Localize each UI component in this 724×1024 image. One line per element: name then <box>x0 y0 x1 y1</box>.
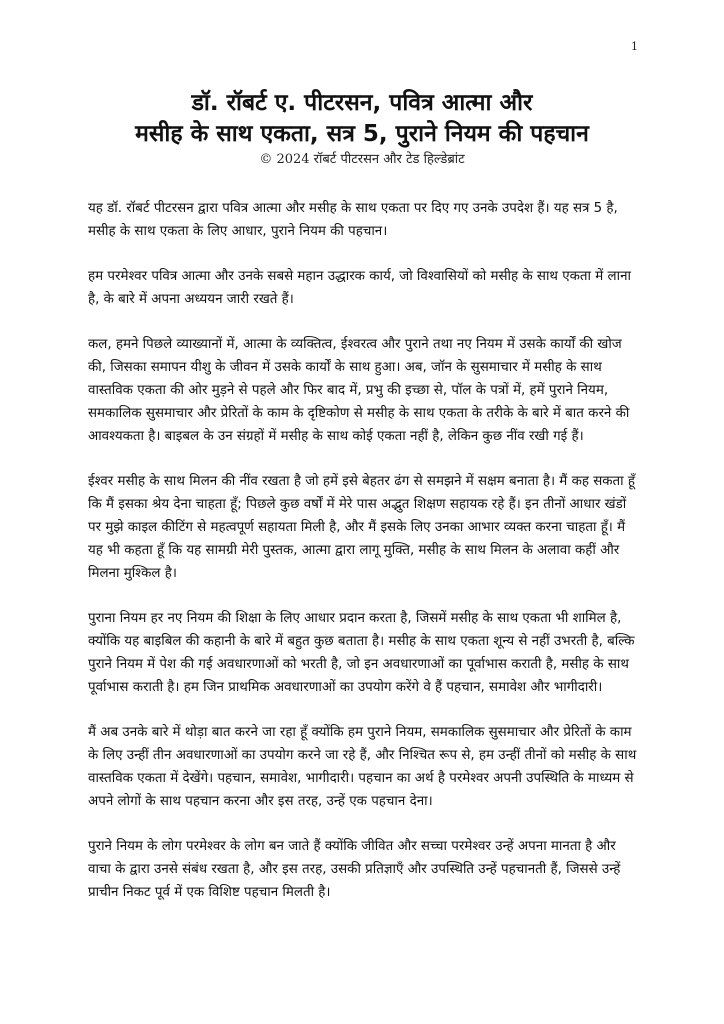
title-block <box>60 88 664 169</box>
paragraph-intro: यह डॉ. रॉबर्ट पीटरसन द्वारा पवित्र आत्मा और मसीह के साथ एकता पर दिए गए उनके उपदेश हैं। यह सत्र 5 है, मसीह के साथ एकता के लिए आधार, पुराने नियम की पहचान। <box>88 201 618 239</box>
title-line-2: मसीह के साथ एकता, सत्र 5, पुराने नियम की पहचान <box>135 121 589 147</box>
page-number: 1 <box>631 40 638 53</box>
copyright-line: © 2024 रॉबर्ट पीटरसन और टेड हिल्डेब्रांट <box>259 152 465 167</box>
paragraph-previous-lectures: कल, हमने पिछले व्याख्यानों में, आत्मा के व्यक्तित्व, ईश्वरत्व और पुराने तथा नए नियम में उसके कार्यों की खोज की, जिसका समापन यीशु के जीवन में उसके कार्यों के साथ हुआ। अब, जॉन के सुसमाचार में मसीह के साथ वास्तविक एकता की ओर मुड़ने से पहले और फिर बाद में, प्रभु की इच्छा से, पॉल के पत्रों में, हमें पुराने नियम, समकालिक सुसमाचार और प्रेरितों के काम के दृष्टिकोण से मसीह के साथ एकता के तरीके के बारे में बात करने की आवश्यकता है। बाइबल के उन संग्रहों में मसीह के साथ कोई एकता नहीं है, लेकिन कुछ नींव रखी गई हैं। <box>88 337 630 444</box>
paragraph-identity: पुराने नियम के लोग परमेश्वर के लोग बन जाते हैं क्योंकि जीवित और सच्चा परमेश्वर उन्हें अपना मानता है और वाचा के द्वारा उनसे संबंध रखता है, और इस तरह, उसकी प्रतिज्ञाएँ और उपस्थिति उन्हें पहचानती हैं, जिससे उन्हें प्राचीन निकट पूर्व में एक विशिष्ट पहचान मिलती है। <box>88 839 621 900</box>
paragraph-acknowledgement: ईश्वर मसीह के साथ मिलन की नींव रखता है जो हमें इसे बेहतर ढंग से समझने में सक्षम बनाता है। मैं कह सकता हूँ कि मैं इसका श्रेय देना चाहता हूँ; पिछले कुछ वर्षों में मेरे पास अद्भुत शिक्षण सहायक रहे हैं। इन तीनों आधार खंडों पर मुझे काइल कीटिंग से महत्वपूर्ण सहायता मिली है, और मैं इसके लिए उनका आभार व्यक्त करना चाहता हूँ। मैं यह भी कहता हूँ कि यह सामग्री मेरी पुस्तक, आत्मा द्वारा लागू मुक्ति, मसीह के साथ मिलन के अलावा कहीं और मिलना मुश्किल है। <box>88 474 636 581</box>
paragraph-study: हम परमेश्वर पवित्र आत्मा और उनके सबसे महान उद्धारक कार्य, जो विश्वासियों को मसीह के साथ एकता में लाना है, के बारे में अपना अध्ययन जारी रखते हैं। <box>88 269 631 307</box>
body-text <box>88 197 638 926</box>
paragraph-three-concepts: मैं अब उनके बारे में थोड़ा बात करने जा रहा हूँ क्योंकि हम पुराने नियम, समकालिक सुसमाचार और प्रेरितों के काम के लिए उन्हीं तीन अवधारणाओं का उपयोग करने जा रहे हैं, और निश्चित रूप से, हम उन्हीं तीनों को मसीह के साथ वास्तविक एकता में देखेंगे। पहचान, समावेश, भागीदारी। पहचान का अर्थ है परमेश्वर अपनी उपस्थिति के माध्यम से अपने लोगों के साथ पहचान करना और इस तरह, उन्हें एक पहचान देना। <box>88 725 637 809</box>
paragraph-old-testament-foundation: पुराना नियम हर नए नियम की शिक्षा के लिए आधार प्रदान करता है, जिसमें मसीह के साथ एकता भी शामिल है, क्योंकि यह बाइबिल की कहानी के बारे में बहुत कुछ बताता है। मसीह के साथ एकता शून्य से नहीं उभरती है, बल्कि पुराने नियम में पेश की गई अवधारणाओं को भरती है, जो इन अवधारणाओं का पूर्वाभास कराती है, मसीह के साथ पूर्वाभास कराती है। हम जिन प्राथमिक अवधारणाओं का उपयोग करेंगे वे हैं पहचान, समावेश और भागीदारी। <box>88 611 635 695</box>
title-line-1: डॉ. रॉबर्ट ए. पीटरसन, पवित्र आत्मा और <box>191 90 533 116</box>
